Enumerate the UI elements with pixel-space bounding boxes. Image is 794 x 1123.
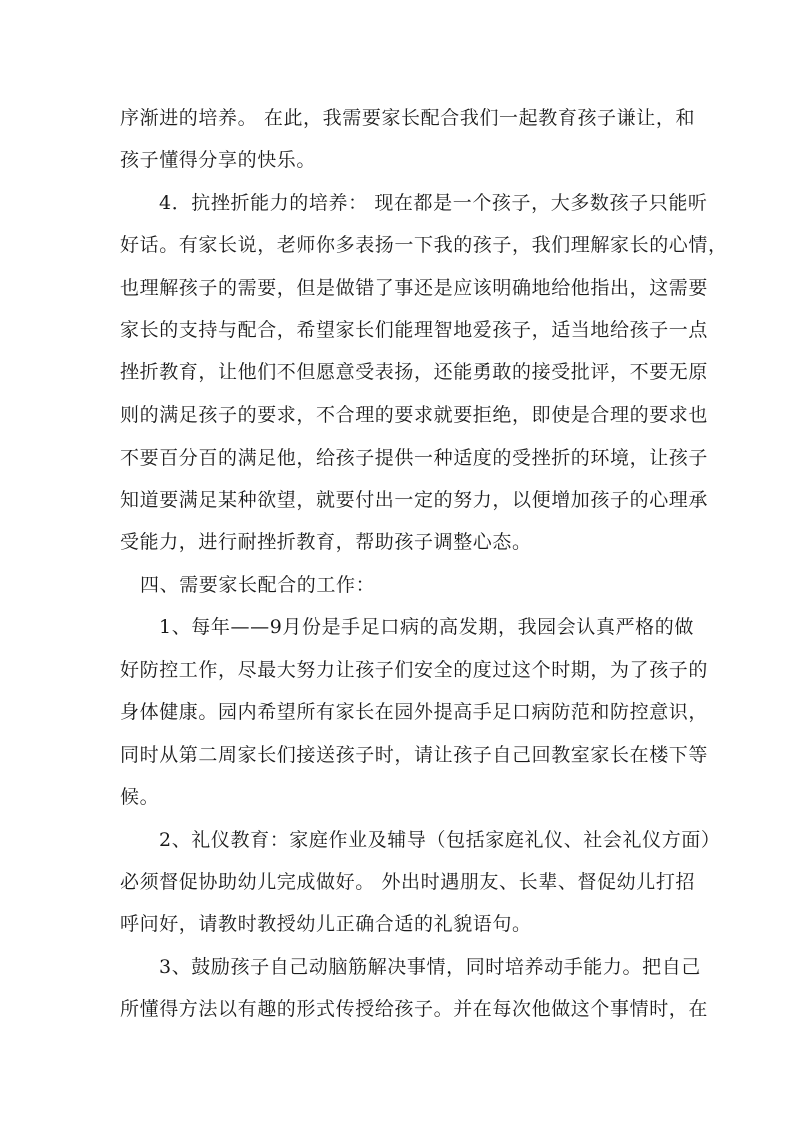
text-line: 所懂得方法以有趣的形式传授给孩子。并在每次他做这个事情时，在 bbox=[120, 998, 709, 1020]
text-line: 序渐进的培养。 在此，我需要家长配合我们一起教育孩子谦让，和 bbox=[120, 107, 696, 129]
text-line: 呼问好，请教时教授幼儿正确合适的礼貌语句。 bbox=[120, 913, 532, 935]
text-line: 知道要满足某种欲望，就要付出一定的努力，以便增加孩子的心理承 bbox=[120, 489, 709, 511]
text-line: 也理解孩子的需要，但是做错了事还是应该明确地给他指出，这需要 bbox=[120, 277, 709, 299]
text-line: 孩子懂得分享的快乐。 bbox=[120, 149, 317, 171]
text-line: 1、每年——9月份是手足口病的高发期，我园会认真严格的做 bbox=[159, 616, 694, 638]
text-line: 4．抗挫折能力的培养： 现在都是一个孩子，大多数孩子只能听 bbox=[159, 192, 708, 214]
text-line: 身体健康。园内希望所有家长在园外提高手足口病防范和防控意识， bbox=[120, 701, 709, 723]
text-line: 同时从第二周家长们接送孩子时，请让孩子自己回教室家长在楼下等 bbox=[120, 744, 709, 766]
text-line: 2、礼仪教育：家庭作业及辅导（包括家庭礼仪、社会礼仪方面） bbox=[159, 829, 721, 851]
text-line: 挫折教育，让他们不但愿意受表扬，还能勇敢的接受批评，不要无原 bbox=[120, 361, 709, 383]
text-line: 则的满足孩子的要求，不合理的要求就要拒绝，即使是合理的要求也 bbox=[120, 404, 709, 426]
text-line: 不要百分百的满足他，给孩子提供一种适度的受挫折的环境，让孩子 bbox=[120, 447, 709, 469]
text-line: 好防控工作，尽最大努力让孩子们安全的度过这个时期，为了孩子的 bbox=[120, 659, 709, 681]
text-line: 3、鼓励孩子自己动脑筋解决事情，同时培养动手能力。把自己 bbox=[159, 956, 701, 978]
text-line: 受能力，进行耐挫折教育，帮助孩子调整心态。 bbox=[120, 531, 532, 553]
section-heading: 四、需要家长配合的工作： bbox=[140, 574, 376, 596]
text-line: 必须督促协助幼儿完成做好。 外出时遇朋友、长辈、督促幼儿打招 bbox=[120, 871, 696, 893]
text-line: 好话。有家长说，老师你多表扬一下我的孩子，我们理解家长的心情， bbox=[120, 234, 728, 256]
text-line: 候。 bbox=[120, 786, 160, 808]
text-line: 家长的支持与配合，希望家长们能理智地爱孩子，适当地给孩子一点 bbox=[120, 319, 709, 341]
